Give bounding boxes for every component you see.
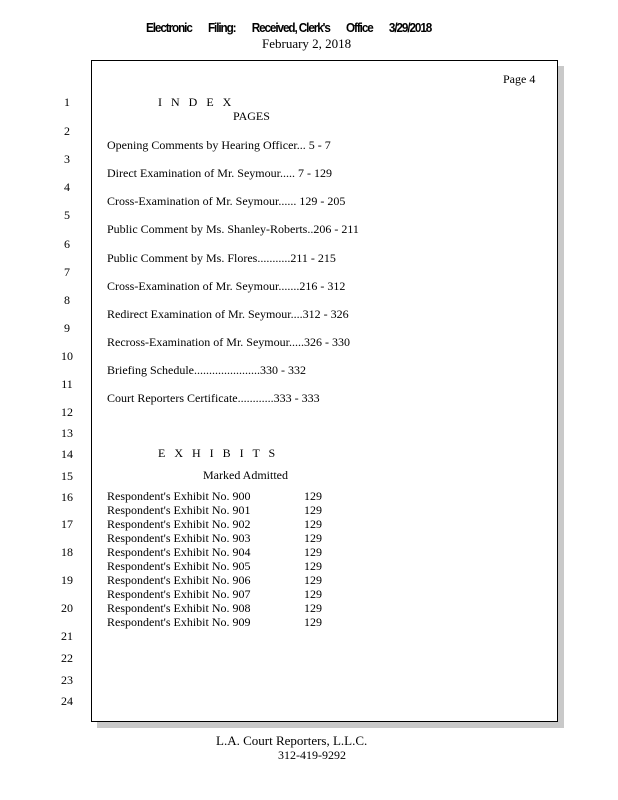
stamp-part: Office [345, 20, 373, 35]
exhibit-marked-page: 129 [304, 503, 322, 517]
exhibit-marked-page: 129 [304, 601, 322, 615]
stamp-part: Received, Clerk's [251, 20, 330, 35]
exhibit-name: Respondent's Exhibit No. 901 [107, 503, 251, 517]
footer-company: L.A. Court Reporters, L.L.C. [216, 733, 368, 748]
line-number: 17 [61, 517, 73, 531]
line-number: 13 [61, 426, 73, 440]
exhibit-name: Respondent's Exhibit No. 904 [107, 545, 251, 559]
line-number: 9 [64, 321, 70, 335]
exhibits-title: E X H I B I T S [158, 446, 279, 460]
index-entry: Public Comment by Ms. Shanley-Roberts..206 - 211 [107, 222, 359, 236]
index-entry: Opening Comments by Hearing Officer... 5 - 7 [107, 138, 331, 152]
footer-phone: 312-419-9292 [278, 748, 346, 762]
line-number: 1 [64, 95, 70, 109]
line-number: 11 [61, 377, 73, 391]
stamp-part: Electronic [146, 20, 192, 35]
line-number: 24 [61, 694, 73, 708]
line-number: 7 [64, 265, 70, 279]
line-number: 18 [61, 545, 73, 559]
exhibit-marked-page: 129 [304, 531, 322, 545]
line-number: 8 [64, 293, 70, 307]
line-number: 23 [61, 673, 73, 687]
exhibit-marked-page: 129 [304, 517, 322, 531]
exhibit-marked-page: 129 [304, 545, 322, 559]
page-number: Page 4 [503, 72, 536, 86]
index-entry: Briefing Schedule......................330 - 332 [107, 363, 306, 377]
pages-label: PAGES [233, 109, 270, 123]
line-number: 19 [61, 573, 73, 587]
index-title: I N D E X [158, 95, 235, 109]
exhibit-name: Respondent's Exhibit No. 909 [107, 615, 251, 629]
line-number: 10 [61, 349, 73, 363]
index-entry: Court Reporters Certificate............333 - 333 [107, 391, 320, 405]
exhibit-name: Respondent's Exhibit No. 900 [107, 489, 251, 503]
exhibit-name: Respondent's Exhibit No. 905 [107, 559, 251, 573]
filing-stamp [146, 20, 447, 35]
line-number: 4 [64, 180, 70, 194]
line-number: 12 [61, 405, 73, 419]
stamp-part: Filing: [207, 20, 236, 35]
line-number: 14 [61, 447, 73, 461]
line-number: 16 [61, 490, 73, 504]
exhibit-name: Respondent's Exhibit No. 907 [107, 587, 251, 601]
exhibit-name: Respondent's Exhibit No. 903 [107, 531, 251, 545]
index-entry: Recross-Examination of Mr. Seymour.....326 - 330 [107, 335, 350, 349]
line-number: 6 [64, 237, 70, 251]
exhibit-marked-page: 129 [304, 615, 322, 629]
filing-date: February 2, 2018 [262, 36, 352, 51]
exhibit-name: Respondent's Exhibit No. 908 [107, 601, 251, 615]
index-entry: Cross-Examination of Mr. Seymour...... 129 - 205 [107, 194, 346, 208]
line-number: 2 [64, 124, 70, 138]
exhibit-marked-page: 129 [304, 587, 322, 601]
exhibit-name: Respondent's Exhibit No. 906 [107, 573, 251, 587]
index-entry: Redirect Examination of Mr. Seymour....312 - 326 [107, 307, 349, 321]
index-entry: Direct Examination of Mr. Seymour..... 7 - 129 [107, 166, 332, 180]
line-number: 22 [61, 651, 73, 665]
exhibits-columns-label: Marked Admitted [203, 468, 288, 482]
exhibit-marked-page: 129 [304, 559, 322, 573]
exhibit-marked-page: 129 [304, 489, 322, 503]
line-number: 21 [61, 629, 73, 643]
line-number: 5 [64, 208, 70, 222]
exhibit-marked-page: 129 [304, 573, 322, 587]
stamp-part: 3/29/2018 [388, 20, 432, 35]
line-number: 15 [61, 469, 73, 483]
line-number: 3 [64, 152, 70, 166]
index-entry: Cross-Examination of Mr. Seymour.......216 - 312 [107, 279, 346, 293]
line-number: 20 [61, 601, 73, 615]
exhibit-name: Respondent's Exhibit No. 902 [107, 517, 251, 531]
index-entry: Public Comment by Ms. Flores...........211 - 215 [107, 251, 336, 265]
